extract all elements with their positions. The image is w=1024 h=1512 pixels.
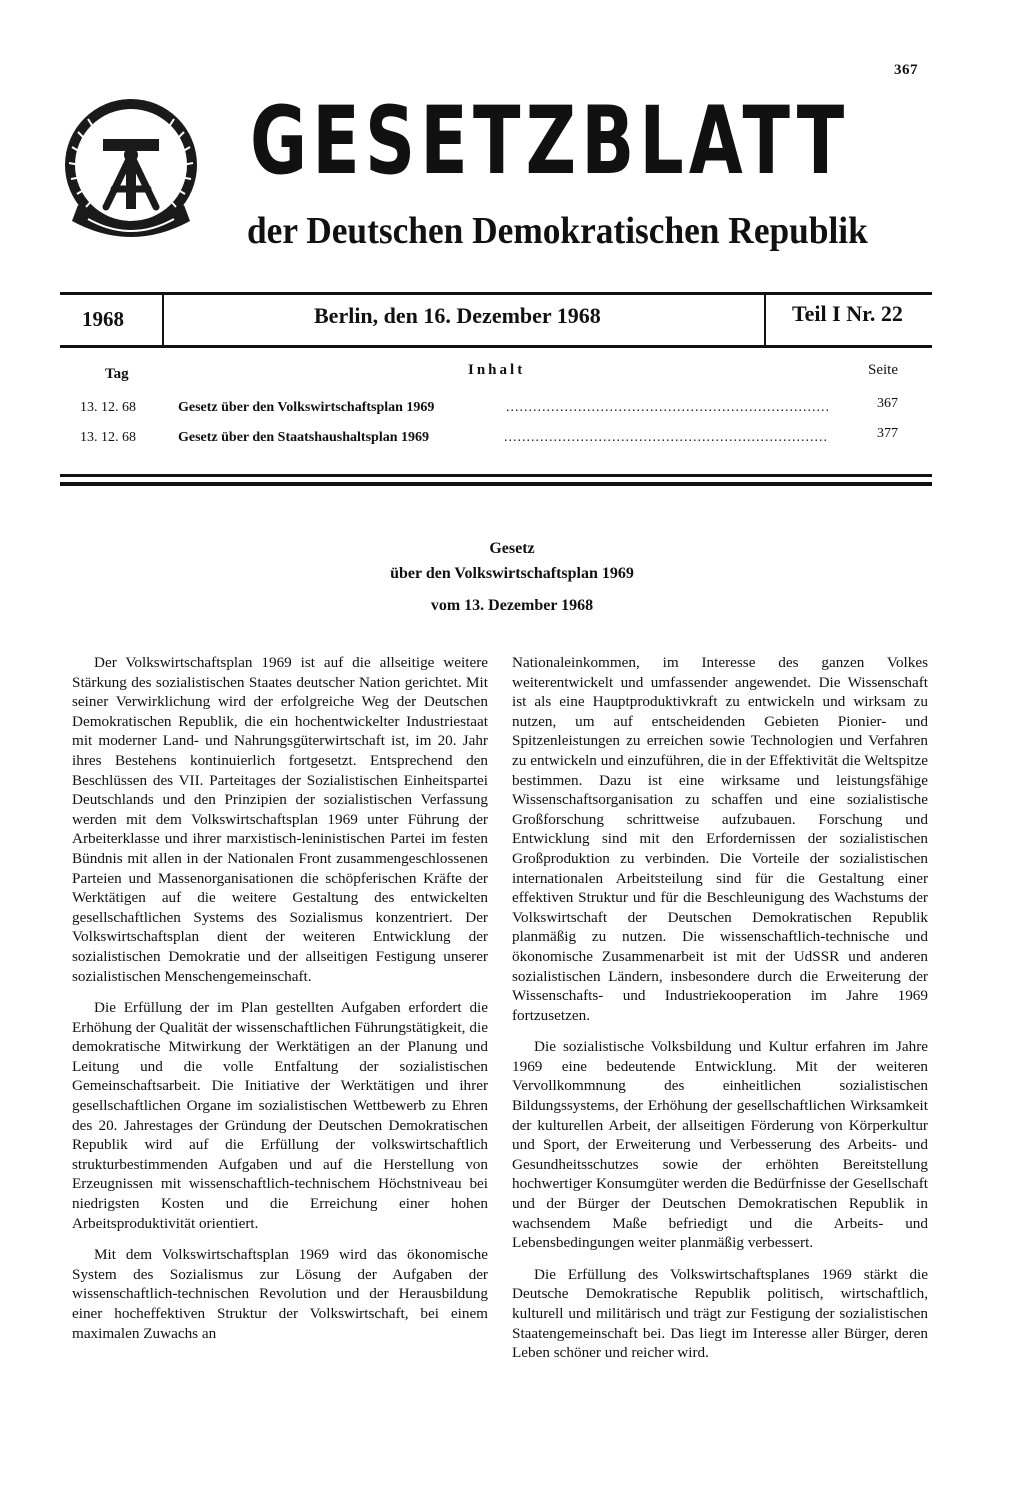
gdr-state-emblem-icon [58, 87, 204, 257]
paragraph: Die Erfüllung des Volkswirtschaftsplanes 1969 stärkt die Deutsche Demokratische Republik politisch, wirtschaftlich, kulturell und militärisch und trägt zur Festigung der sozialistischen Staatengemeinschaft bei. Das liegt im Interesse aller Bürger, deren Leben schöner und reicher wird. [512, 1265, 928, 1362]
article-subtitle: über den Volkswirtschaftsplan 1969 [390, 565, 634, 582]
issue-year: 1968 [82, 307, 124, 331]
toc-page: 377 [877, 426, 898, 441]
issue-divider [764, 295, 766, 345]
contents-heading: Inhalt [468, 362, 526, 378]
paragraph: Die Erfüllung der im Plan gestellten Aufgaben erfordert die Erhöhung der Qualität der wissenschaftlichen Führungstätigkeit, die demokratische Mitwirkung der Werktätigen an der Planung und Leitung und die volle Entfaltung der sozialistischen Gemeinschaftsarbeit. Die Initiative der Werktätigen und ihrer gesellschaftlichen Organe im sozialistischen Wettbewerb zu Ehren des 20. Jahrestages der Gründung der Deutschen Demokratischen Republik wird auf die Erfüllung der volkswirtschaftlich strukturbestimmenden Aufgaben und auf die Herstellung von Erzeugnissen mit wissenschaftlich-technischem Höchstniveau bei niedrigsten Kosten und die Erreichung einer hohen Arbeitsproduktivität orientiert. [72, 999, 488, 1232]
paragraph: Die sozialistische Volksbildung und Kultur erfahren im Jahre 1969 eine bedeutende Entwicklung. Mit der weiteren Vervollkommnung des einheitlichen sozialistischen Bildungssystems, der Erhöhung der gesellschaftlichen Wirksamkeit der kulturellen Arbeit, der allseitigen Förderung von Körperkultur und Sport, der Erweiterung und Verbesserung des Arbeits- und Gesundheitsschutzes sowie der erhöhten Bereitstellung hochwertiger Konsumgüter werden die Bedürfnisse der Gesellschaft und der Bürger der Deutschen Demokratischen Republik in wachsendem Maße befriedigt und die Arbeits- und Lebensbedingungen weiter planmäßig verbessert. [512, 1038, 928, 1252]
toc-date: 13. 12. 68 [80, 400, 136, 415]
text-column-left [72, 653, 488, 1355]
toc-entry[interactable] [80, 428, 910, 450]
paragraph: Der Volkswirtschaftsplan 1969 ist auf die allseitige weitere Stärkung des sozialistischen Staates deutscher Nation gerichtet. Mit seiner Verwirklichung wird der erfolgreiche Weg der Deutschen Demokratischen Republik, die ein hochentwickelter Industriestaat mit moderner Land- und Nahrungsgüterwirtschaft ist, im 20. Jahr ihres Bestehens kontinuierlich fortgesetzt. Entsprechend den Beschlüssen des VII. Parteitages der Sozialistischen Einheitspartei Deutschlands und den Prinzipien der sozialistischen Verfassung werden mit dem Volkswirtschaftsplan 1969 unter Führung der Arbeiterklasse und ihrer marxistisch-leninistischen Partei im festen Bündnis mit allen in der Nationalen Front zusammengeschlossenen Parteien und Massenorganisationen die schöpferischen Kräfte der Werktätigen auf die weitere Gestaltung des entwickelten gesellschaftlichen Systems des Sozialismus konzentriert. Der Volkswirtschaftsplan dient der weiteren Entwicklung der sozialistischen Demokratie und der allseitigen Festigung unserer sozialistischen Menschengemeinschaft. [72, 654, 488, 985]
toc-title: Gesetz über den Staatshaushaltsplan 1969 [178, 430, 430, 445]
masthead-title: GESETZBLATT [250, 87, 850, 196]
toc-entry[interactable] [80, 398, 910, 420]
toc-leader: ........................................................................ [504, 430, 828, 445]
issue-part: Teil I Nr. 22 [792, 301, 903, 326]
section-rule [60, 474, 932, 477]
issue-date: Berlin, den 16. Dezember 1968 [314, 303, 601, 328]
contents-col-day: Tag [105, 366, 129, 382]
paragraph: Nationaleinkommen, im Interesse des ganzen Volkes weiterentwickelt und umfassender angewendet. Die Wissenschaft ist als eine Hauptproduktivkraft zu entwickeln und wirksam zu nutzen, um auf entscheidenden Gebieten Pionier- und Spitzenleistungen zu erreichen sowie Technologien und Verfahren zu entwickeln und einzuführen, die in der Effektivität die Weltspitze bestimmen. Dazu ist eine wirksame und leistungsfähige Wissenschaftsorganisation zu schaffen und eine sozialistische Großforschung schrittweise aufzubauen. Forschung und Entwicklung sind mit den Erfordernissen der sozialistischen Großproduktion zu verbinden. Die Vorteile der sozialistischen internationalen Arbeitsteilung sind für die Gestaltung einer effektiven Struktur und für die Beschleunigung des Wachstums der Volkswirtschaft der Deutschen Demokratischen Republik planmäßig zu nutzen. Die wissenschaftlich-technische und ökonomische Zusammenarbeit ist mit der UdSSR und anderen sozialistischen Ländern, insbesondere durch die Erweiterung der Wissenschafts- und Industriekooperation im Jahre 1969 fortzusetzen. [512, 654, 928, 1024]
issue-divider [162, 295, 164, 345]
masthead-subtitle: der Deutschen Demokratischen Republik [247, 210, 868, 252]
toc-title: Gesetz über den Volkswirtschaftsplan 1969 [178, 400, 435, 415]
paragraph: Mit dem Volkswirtschaftsplan 1969 wird das ökonomische System des Sozialismus zur Lösung der Aufgaben der wissenschaftlich-technischen Revolution und der Herausbildung einer hocheffektiven Struktur der Volkswirtschaft, bei einem maximalen Zuwachs an [72, 1246, 488, 1342]
toc-date: 13. 12. 68 [80, 430, 136, 445]
toc-page: 367 [877, 396, 898, 411]
article-date: vom 13. Dezember 1968 [430, 597, 594, 614]
text-column-right [512, 653, 928, 1375]
section-rule [60, 482, 932, 486]
contents-col-page: Seite [868, 362, 898, 378]
page-number: 367 [894, 62, 918, 78]
toc-leader: ........................................................................ [506, 400, 830, 415]
article-title: Gesetz [489, 540, 535, 557]
issue-bar [60, 292, 932, 348]
